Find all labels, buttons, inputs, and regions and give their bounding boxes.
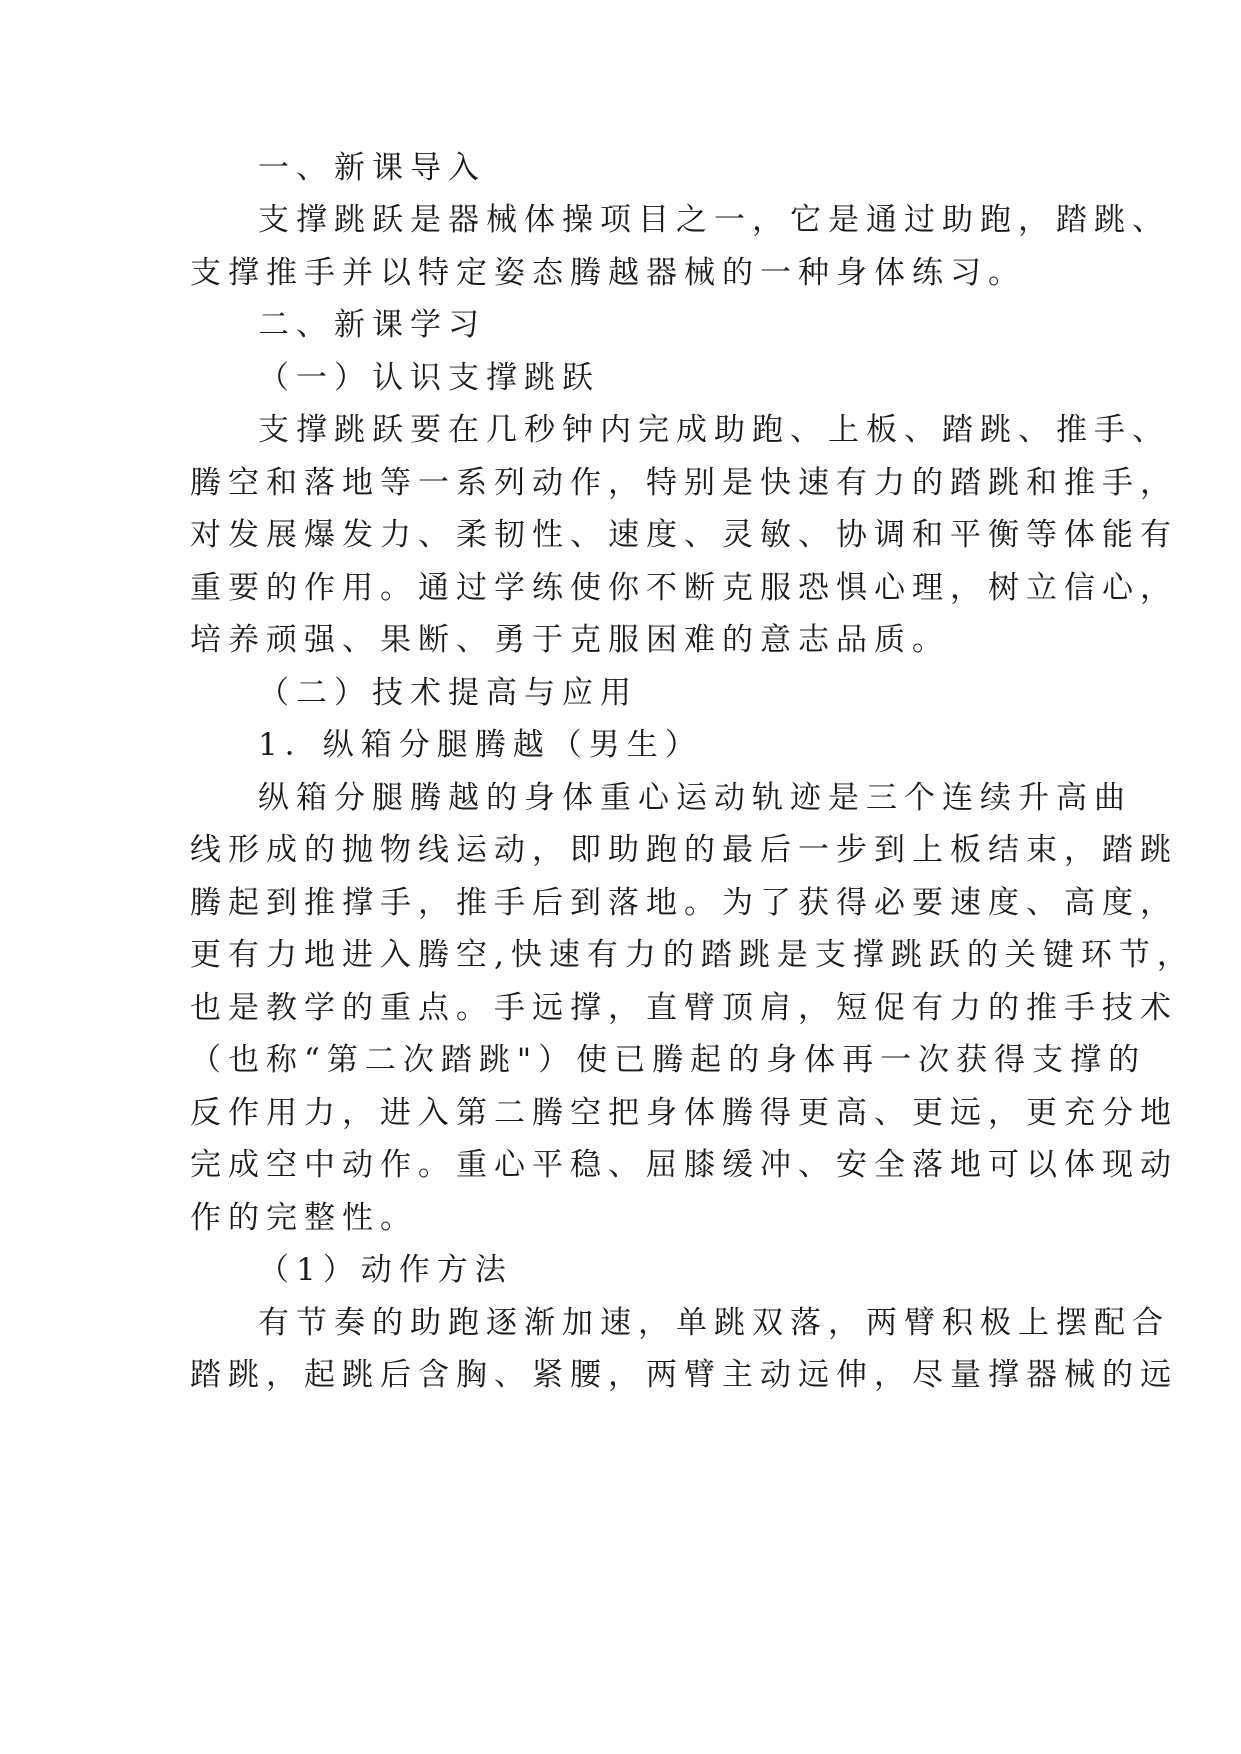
paragraph-line: 腾起到推撑手，推手后到落地。为了获得必要速度、高度，	[190, 885, 1178, 921]
paragraph-line: 更有力地进入腾空,快速有力的踏跳是支撑跳跃的关键环节，	[190, 937, 1195, 973]
paragraph-line: 对发展爆发力、柔韧性、速度、灵敏、协调和平衡等体能有	[190, 517, 1178, 553]
paragraph-line: （也称“第二次踏跳"）使已腾起的身体再一次获得支撑的	[190, 1042, 1147, 1078]
paragraph-line: 支撑跳跃要在几秒钟内完成助跑、上板、踏跳、推手、	[258, 412, 1170, 448]
paragraph-line: 完成空中动作。重心平稳、屈膝缓冲、安全落地可以体现动	[190, 1147, 1178, 1183]
paragraph-line: 腾空和落地等一系列动作，特别是快速有力的踏跳和推手，	[190, 465, 1178, 501]
subheading-straddle-vault: 1．纵箱分腿腾越（男生）	[258, 727, 703, 763]
paragraph-line: 有节奏的助跑逐渐加速，单跳双落，两臂积极上摆配合	[258, 1305, 1170, 1341]
paragraph-line: 重要的作用。通过学练使你不断克服恐惧心理，树立信心，	[190, 570, 1178, 606]
paragraph-line: 支撑推手并以特定姿态腾越器械的一种身体练习。	[190, 255, 1026, 291]
heading-new-lesson-study: 二、新课学习	[258, 307, 486, 343]
subheading-understand-vault: （一）认识支撑跳跃	[258, 360, 600, 396]
paragraph-line: 培养顽强、果断、勇于克服困难的意志品质。	[190, 622, 950, 658]
paragraph-line: 反作用力，进入第二腾空把身体腾得更高、更远，更充分地	[190, 1095, 1178, 1131]
paragraph-line: 作的完整性。	[190, 1200, 418, 1236]
paragraph-line: 支撑跳跃是器械体操项目之一，它是通过助跑，踏跳、	[258, 202, 1170, 238]
paragraph-line: 也是教学的重点。手远撑，直臂顶肩，短促有力的推手技术	[190, 990, 1178, 1026]
paragraph-line: 纵箱分腿腾越的身体重心运动轨迹是三个连续升高曲	[258, 780, 1132, 816]
subheading-technique: （二）技术提高与应用	[258, 675, 638, 711]
paragraph-line: 踏跳，起跳后含胸、紧腰，两臂主动远伸，尽量撑器械的远	[190, 1357, 1178, 1393]
subheading-action-method: （1）动作方法	[258, 1252, 513, 1288]
paragraph-line: 线形成的抛物线运动，即助跑的最后一步到上板结束，踏跳	[190, 832, 1178, 868]
heading-new-lesson-intro: 一、新课导入	[258, 150, 486, 186]
